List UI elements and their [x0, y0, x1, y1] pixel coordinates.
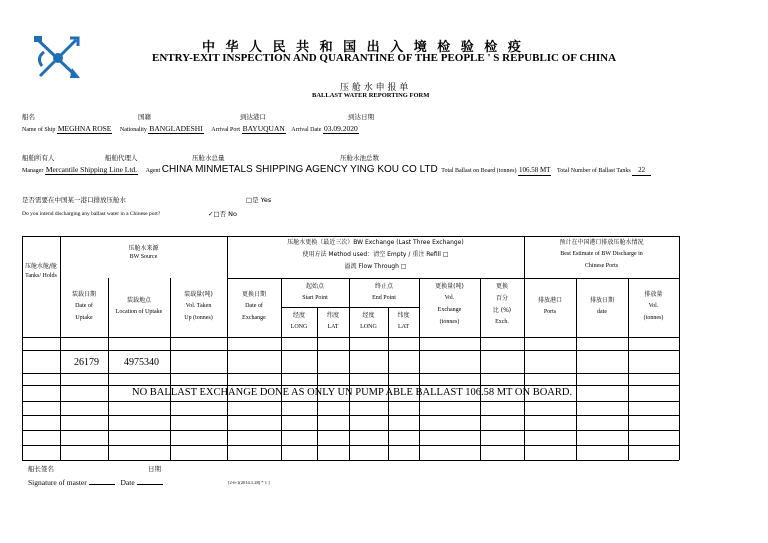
english-title: ENTRY-EXIT INSPECTION AND QUARANTINE OF THE PEOPLE ' S REPUBLIC OF CHINA	[152, 52, 617, 64]
row1	[22, 124, 359, 134]
exchange-pct-header: 更换 百分 比 (%) Exch.	[492, 283, 512, 325]
exchange-vol-header: 更换量(吨) Vol. Exchange (tonnes)	[435, 283, 464, 325]
uptake-date-cell[interactable]: 26179	[74, 357, 99, 368]
date-label: Date	[120, 478, 135, 487]
date-field[interactable]	[137, 477, 163, 485]
agent-label: Agent	[145, 168, 161, 174]
flag-cn: 国籍	[138, 113, 151, 121]
end-lat-header: 纬度 LAT	[397, 312, 410, 330]
vol-taken-header: 装载量(吨) Vol. Taken Up (tonnes)	[184, 291, 213, 321]
form-title-en: BALLAST WATER REPORTING FORM	[312, 92, 430, 99]
discharge-date-header: 排放日期 date	[589, 297, 614, 315]
yes-option[interactable]: □是 Yes	[246, 196, 272, 204]
total-cn: 压舱水总量	[192, 154, 225, 162]
no-option[interactable]: ✓□否 No	[208, 210, 237, 218]
tanks-cn: 压舱水池总数	[340, 154, 379, 162]
footer-row	[28, 477, 163, 487]
start-long-header: 经度 LONG	[290, 312, 308, 330]
tanks-header: 压舱水舱/舱 Tanks/ Holds	[24, 263, 58, 279]
discharge-header: 预计在中国港口排放压舱水情况 Best Estimate of BW Discharge in Chinese Ports	[559, 239, 644, 269]
uptake-location-header: 装载地点 Location of Uptake	[115, 297, 163, 315]
discharge-question-en: Do you intend discharging any ballast water in a Chinese port?	[22, 211, 161, 217]
start-point-header: 起始点 Start Point	[302, 283, 328, 301]
date-cn: 到达日期	[348, 113, 374, 121]
owner-cn: 船舶所有人	[22, 154, 55, 162]
arrival-date-field[interactable]: 03.09.2020	[323, 124, 358, 133]
ballast-tanks-label: Total Number of Ballast Tanks	[556, 168, 631, 174]
form-code: [2-6-1(2014.1.28) * 1 ]	[228, 480, 270, 485]
ship-name-label: Name of Ship	[22, 127, 56, 133]
discharge-port-header: 排放港口 Ports	[537, 297, 562, 315]
bw-source-header: 压舱水来源 BW Source	[128, 245, 159, 260]
discharge-question-cn: 是否需要在中国某一港口排放压舱水	[22, 196, 126, 204]
discharge-vol-header: 排放量 Vol. (tonnes)	[643, 291, 664, 321]
bw-exchange-header: 压舱水更换（最近三次）BW Exchange (Last Three Exchange) 使用方法 Method used：清空 Empty / 重注 Refill □ 溢流 Flow Through □	[287, 239, 464, 270]
signature-cn: 船长签名	[28, 465, 54, 473]
agent-cn: 船舶代理人	[105, 154, 138, 162]
arrival-port-label: Arrival Port	[211, 127, 241, 133]
total-ballast-label: Total Ballast on Board (tonnes)	[441, 168, 517, 174]
exchange-note: NO BALLAST EXCHANGE DONE AS ONLY UN PUMP ABLE BALLAST 106.58 MT ON BOARD.	[132, 387, 573, 398]
port-cn: 到达港口	[240, 113, 266, 121]
exchange-date-header: 更换日期 Date of Exchange	[241, 291, 266, 321]
arrival-date-label: Arrival Date	[291, 127, 322, 133]
row2	[22, 164, 651, 176]
ballast-tanks-field[interactable]: 22	[632, 166, 651, 176]
chinese-title: 中 华 人 民 共 和 国 出 入 境 检 验 检 疫	[202, 40, 524, 55]
manager-field[interactable]: Mercantile Shipping Line Ltd.	[45, 165, 138, 174]
date-cn-footer: 日期	[148, 465, 161, 473]
uptake-date-header: 装载日期 Date of Uptake	[71, 291, 96, 321]
end-long-header: 经度 LONG	[360, 312, 377, 330]
nationality-field[interactable]: BANGLADESHI	[149, 124, 203, 133]
form-title-cn: 压 舱 水 申 报 单	[340, 83, 409, 93]
ship-name-field[interactable]: MEGHNA ROSE	[57, 124, 112, 133]
end-point-header: 终止点 End Point	[372, 283, 396, 301]
signature-label: Signature of master	[28, 478, 87, 487]
nationality-label: Nationality	[119, 127, 147, 133]
ciq-logo	[32, 32, 84, 82]
uptake-location-cell[interactable]: 4975340	[124, 357, 159, 368]
arrival-port-field[interactable]: BAYUQUAN	[242, 124, 285, 133]
ship-name-cn: 船名	[22, 113, 35, 121]
manager-label: Manager	[22, 168, 44, 174]
agent-field[interactable]: CHINA MINMETALS SHIPPING AGENCY YING KOU CO LTD	[161, 164, 438, 175]
signature-field[interactable]	[89, 477, 115, 485]
total-ballast-field[interactable]: 106.58 MT	[518, 166, 551, 174]
start-lat-header: 纬度 LAT	[326, 312, 339, 330]
